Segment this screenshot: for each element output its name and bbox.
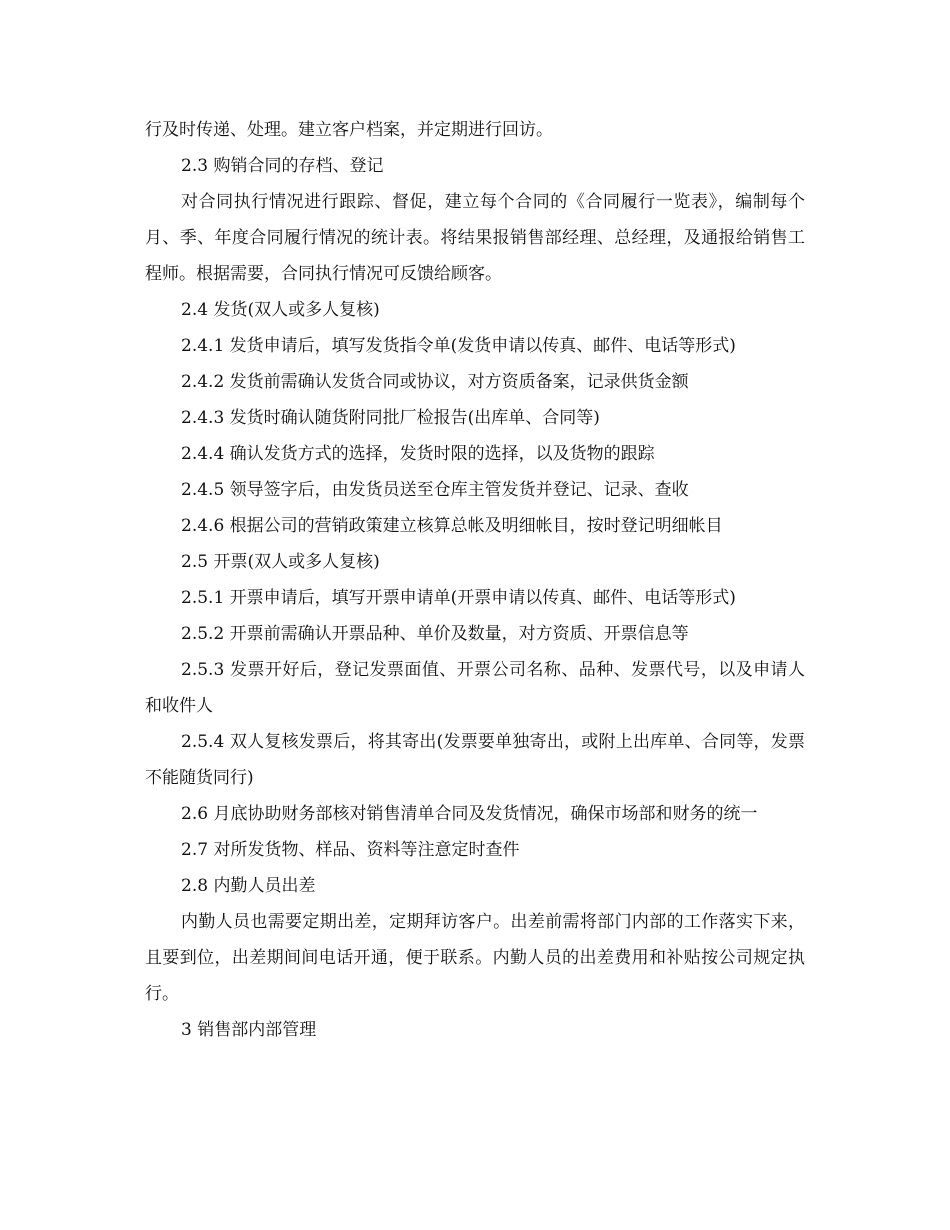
section-heading: 2.3 购销合同的存档、登记 (181, 156, 384, 176)
paragraph: 行及时传递、处理。建立客户档案，并定期进行回访。 (145, 120, 553, 140)
list-item: 2.5.4 双人复核发票后，将其寄出(发票要单独寄出，或附上出库单、合同等，发票不能随货同行) (145, 732, 805, 788)
list-item: 2.4.1 发货申请后，填写发货指令单(发货申请以传真、邮件、电话等形式) (181, 336, 736, 356)
section-heading: 2.6 月底协助财务部核对销售清单合同及发货情况，确保市场部和财务的统一 (181, 804, 758, 824)
section-heading: 2.4 发货(双人或多人复核) (181, 300, 380, 320)
list-item: 2.4.3 发货时确认随货附同批厂检报告(出库单、合同等) (181, 408, 600, 428)
list-item: 2.4.6 根据公司的营销政策建立核算总帐及明细帐目，按时登记明细帐目 (181, 516, 723, 536)
list-item: 2.5.1 开票申请后，填写开票申请单(开票申请以传真、邮件、电话等形式) (181, 588, 736, 608)
paragraph: 内勤人员也需要定期出差，定期拜访客户。出差前需将部门内部的工作落实下来，且要到位，出差期间间电话开通，便于联系。内勤人员的出差费用和补贴按公司规定执行。 (145, 912, 805, 1004)
section-heading: 3 销售部内部管理 (181, 1020, 317, 1040)
list-item: 2.5.3 发票开好后，登记发票面值、开票公司名称、品种、发票代号，以及申请人和收件人 (145, 660, 805, 716)
list-item: 2.4.2 发货前需确认发货合同或协议，对方资质备案，记录供货金额 (181, 372, 689, 392)
section-heading: 2.8 内勤人员出差 (181, 876, 316, 896)
section-heading: 2.5 开票(双人或多人复核) (181, 552, 380, 572)
list-item: 2.4.5 领导签字后，由发货员送至仓库主管发货并登记、记录、查收 (181, 480, 689, 500)
list-item: 2.5.2 开票前需确认开票品种、单价及数量，对方资质、开票信息等 (181, 624, 689, 644)
document-body (145, 112, 805, 1048)
list-item: 2.4.4 确认发货方式的选择，发货时限的选择，以及货物的跟踪 (181, 444, 655, 464)
paragraph: 对合同执行情况进行跟踪、督促，建立每个合同的《合同履行一览表》，编制每个月、季、年度合同履行情况的统计表。将结果报销售部经理、总经理，及通报给销售工程师。根据需要，合同执行情况可反馈给顾客。 (145, 192, 805, 284)
section-heading: 2.7 对所发货物、样品、资料等注意定时查件 (181, 840, 520, 860)
